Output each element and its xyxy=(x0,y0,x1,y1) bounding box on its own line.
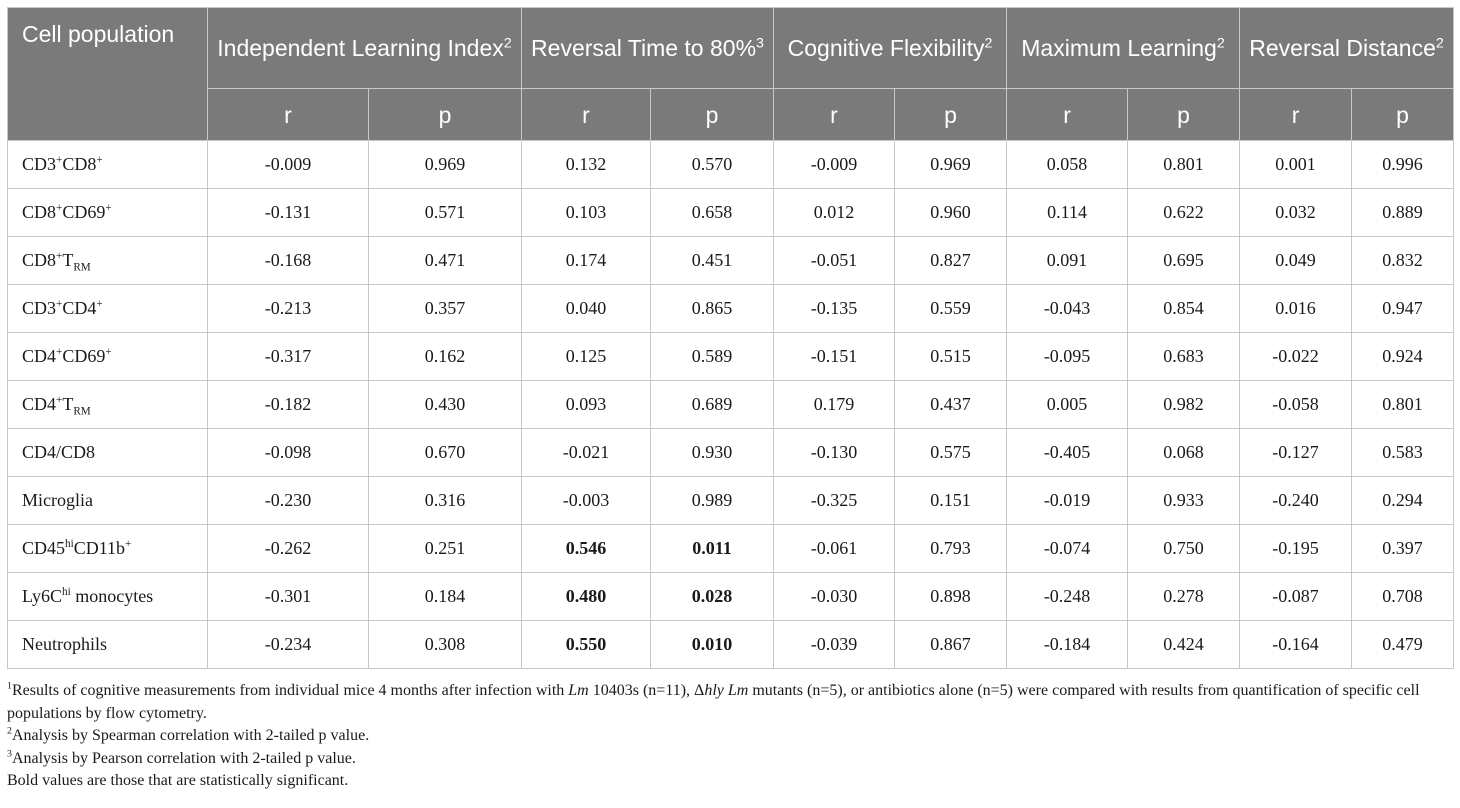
p-value-cell: 0.451 xyxy=(651,237,774,285)
text-segment: Bold values are those that are statistically significant. xyxy=(7,772,349,789)
header-r: r xyxy=(1240,89,1352,141)
text-segment: + xyxy=(96,154,103,166)
r-value-cell: -0.061 xyxy=(774,525,895,573)
cell-population-label xyxy=(8,285,208,333)
r-value-cell: 0.550 xyxy=(522,621,651,669)
cell-population-label xyxy=(8,237,208,285)
header-group: Reversal Distance$^2$ xyxy=(1240,8,1454,89)
header-row-stats xyxy=(8,89,1454,141)
r-value-cell: 0.005 xyxy=(1007,381,1128,429)
p-value-cell: 0.854 xyxy=(1128,285,1240,333)
p-value-cell: 0.658 xyxy=(651,189,774,237)
text-segment: T xyxy=(62,394,74,414)
p-value-cell: 0.570 xyxy=(651,141,774,189)
cell-population-label xyxy=(8,429,208,477)
p-value-cell: 0.793 xyxy=(895,525,1007,573)
p-value-cell: 0.750 xyxy=(1128,525,1240,573)
text-segment: CD8 xyxy=(22,250,57,270)
p-value-cell: 0.898 xyxy=(895,573,1007,621)
p-value-cell: 0.010 xyxy=(651,621,774,669)
header-p: p xyxy=(1128,89,1240,141)
r-value-cell: -0.184 xyxy=(1007,621,1128,669)
r-value-cell: -0.051 xyxy=(774,237,895,285)
text-segment: Results of cognitive measurements from individual mice 4 months after infection with xyxy=(11,682,569,699)
p-value-cell: 0.933 xyxy=(1128,477,1240,525)
r-value-cell: -0.213 xyxy=(208,285,369,333)
p-value-cell: 0.924 xyxy=(1352,333,1454,381)
table-row xyxy=(8,237,1454,285)
p-value-cell: 0.184 xyxy=(369,573,522,621)
header-row-groups xyxy=(8,8,1454,89)
text-segment: + xyxy=(96,298,103,310)
p-value-cell: 0.832 xyxy=(1352,237,1454,285)
cell-population-label xyxy=(8,621,208,669)
r-value-cell: -0.168 xyxy=(208,237,369,285)
r-value-cell: 0.546 xyxy=(522,525,651,573)
p-value-cell: 0.801 xyxy=(1352,381,1454,429)
footnote xyxy=(7,770,1453,793)
r-value-cell: 0.179 xyxy=(774,381,895,429)
text-segment: CD69 xyxy=(62,346,106,366)
table-row xyxy=(8,333,1454,381)
p-value-cell: 0.996 xyxy=(1352,141,1454,189)
p-value-cell: 0.068 xyxy=(1128,429,1240,477)
r-value-cell: 0.001 xyxy=(1240,141,1352,189)
text-segment: CD45 xyxy=(22,538,66,558)
p-value-cell: 0.437 xyxy=(895,381,1007,429)
footnote xyxy=(7,680,1453,725)
text-segment: + xyxy=(56,298,63,310)
header-group: Cognitive Flexibility$^2$ xyxy=(774,8,1007,89)
r-value-cell: 0.049 xyxy=(1240,237,1352,285)
p-value-cell: 0.622 xyxy=(1128,189,1240,237)
text-segment: CD8 xyxy=(62,154,97,174)
r-value-cell: -0.095 xyxy=(1007,333,1128,381)
text-segment: CD3 xyxy=(22,154,57,174)
p-value-cell: 0.278 xyxy=(1128,573,1240,621)
text-segment: Microglia xyxy=(22,490,93,510)
r-value-cell: 0.058 xyxy=(1007,141,1128,189)
p-value-cell: 0.867 xyxy=(895,621,1007,669)
r-value-cell: -0.135 xyxy=(774,285,895,333)
p-value-cell: 0.357 xyxy=(369,285,522,333)
p-value-cell: 0.583 xyxy=(1352,429,1454,477)
p-value-cell: 0.430 xyxy=(369,381,522,429)
r-value-cell: -0.022 xyxy=(1240,333,1352,381)
r-value-cell: 0.114 xyxy=(1007,189,1128,237)
table-row xyxy=(8,189,1454,237)
header-r: r xyxy=(208,89,369,141)
r-value-cell: 0.093 xyxy=(522,381,651,429)
p-value-cell: 0.801 xyxy=(1128,141,1240,189)
r-value-cell: -0.301 xyxy=(208,573,369,621)
text-segment: RM xyxy=(73,405,91,418)
p-value-cell: 0.028 xyxy=(651,573,774,621)
cell-population-label xyxy=(8,141,208,189)
table-row xyxy=(8,381,1454,429)
text-segment: + xyxy=(56,250,63,262)
p-value-cell: 0.515 xyxy=(895,333,1007,381)
text-segment: RM xyxy=(73,261,91,274)
r-value-cell: -0.074 xyxy=(1007,525,1128,573)
cell-population-label xyxy=(8,525,208,573)
text-segment: CD4/CD8 xyxy=(22,442,96,462)
r-value-cell: -0.009 xyxy=(208,141,369,189)
text-segment: + xyxy=(56,154,63,166)
cell-population-label xyxy=(8,333,208,381)
text-segment: + xyxy=(56,346,63,358)
r-value-cell: -0.087 xyxy=(1240,573,1352,621)
p-value-cell: 0.294 xyxy=(1352,477,1454,525)
r-value-cell: 0.125 xyxy=(522,333,651,381)
text-segment: Analysis by Spearman correlation with 2-tailed p value. xyxy=(11,727,370,744)
r-value-cell: 0.132 xyxy=(522,141,651,189)
r-value-cell: 0.032 xyxy=(1240,189,1352,237)
header-group: Independent Learning Index$^2$ xyxy=(208,8,522,89)
p-value-cell: 0.989 xyxy=(651,477,774,525)
cell-population-label xyxy=(8,573,208,621)
text-segment: T xyxy=(62,250,74,270)
r-value-cell: 0.103 xyxy=(522,189,651,237)
r-value-cell: -0.405 xyxy=(1007,429,1128,477)
r-value-cell: -0.003 xyxy=(522,477,651,525)
r-value-cell: -0.019 xyxy=(1007,477,1128,525)
header-p: p xyxy=(1352,89,1454,141)
text-segment: Lm xyxy=(568,682,589,699)
correlation-table xyxy=(7,7,1454,669)
p-value-cell: 0.695 xyxy=(1128,237,1240,285)
header-cell-population: Cell population xyxy=(8,8,208,141)
table-row xyxy=(8,573,1454,621)
p-value-cell: 0.575 xyxy=(895,429,1007,477)
r-value-cell: 0.091 xyxy=(1007,237,1128,285)
header-group: Reversal Time to 80%$^3$ xyxy=(522,8,774,89)
footnotes xyxy=(7,680,1453,793)
p-value-cell: 0.589 xyxy=(651,333,774,381)
p-value-cell: 0.559 xyxy=(895,285,1007,333)
p-value-cell: 0.011 xyxy=(651,525,774,573)
table-row xyxy=(8,285,1454,333)
text-segment: CD4 xyxy=(22,394,57,414)
footnote xyxy=(7,748,1453,771)
text-segment: CD3 xyxy=(22,298,57,318)
p-value-cell: 0.571 xyxy=(369,189,522,237)
r-value-cell: -0.262 xyxy=(208,525,369,573)
text-segment: mutants (n=5), or antibiotics alone (n=5) were compared with results from quantification of specific cell populations by flow cytometry. xyxy=(7,682,1420,722)
p-value-cell: 0.969 xyxy=(895,141,1007,189)
cell-population-label xyxy=(8,477,208,525)
r-value-cell: 0.480 xyxy=(522,573,651,621)
text-segment: CD4 xyxy=(62,298,97,318)
r-value-cell: -0.021 xyxy=(522,429,651,477)
header-p: p xyxy=(895,89,1007,141)
p-value-cell: 0.397 xyxy=(1352,525,1454,573)
header-r: r xyxy=(522,89,651,141)
text-segment: Ly6C xyxy=(22,586,63,606)
r-value-cell: 0.174 xyxy=(522,237,651,285)
text-segment: + xyxy=(105,346,112,358)
r-value-cell: 0.040 xyxy=(522,285,651,333)
text-segment: + xyxy=(125,538,132,550)
text-segment: + xyxy=(105,202,112,214)
text-segment: Neutrophils xyxy=(22,634,107,654)
r-value-cell: -0.130 xyxy=(774,429,895,477)
r-value-cell: -0.043 xyxy=(1007,285,1128,333)
r-value-cell: -0.325 xyxy=(774,477,895,525)
r-value-cell: -0.240 xyxy=(1240,477,1352,525)
p-value-cell: 0.947 xyxy=(1352,285,1454,333)
r-value-cell: -0.098 xyxy=(208,429,369,477)
r-value-cell: -0.317 xyxy=(208,333,369,381)
r-value-cell: -0.131 xyxy=(208,189,369,237)
cell-population-label xyxy=(8,189,208,237)
p-value-cell: 0.683 xyxy=(1128,333,1240,381)
p-value-cell: 0.865 xyxy=(651,285,774,333)
r-value-cell: -0.039 xyxy=(774,621,895,669)
header-r: r xyxy=(774,89,895,141)
text-segment: 2 xyxy=(7,725,12,737)
r-value-cell: -0.230 xyxy=(208,477,369,525)
text-segment: CD8 xyxy=(22,202,57,222)
text-segment: CD11b xyxy=(73,538,126,558)
text-segment: CD4 xyxy=(22,346,57,366)
p-value-cell: 0.308 xyxy=(369,621,522,669)
table-row xyxy=(8,477,1454,525)
header-r: r xyxy=(1007,89,1128,141)
p-value-cell: 0.960 xyxy=(895,189,1007,237)
r-value-cell: 0.012 xyxy=(774,189,895,237)
r-value-cell: -0.058 xyxy=(1240,381,1352,429)
r-value-cell: -0.009 xyxy=(774,141,895,189)
text-segment: hi xyxy=(65,538,74,550)
text-segment: hly Lm xyxy=(704,682,749,699)
p-value-cell: 0.708 xyxy=(1352,573,1454,621)
r-value-cell: -0.030 xyxy=(774,573,895,621)
p-value-cell: 0.424 xyxy=(1128,621,1240,669)
r-value-cell: -0.151 xyxy=(774,333,895,381)
text-segment: 1 xyxy=(7,680,12,692)
header-group: Maximum Learning$^2$ xyxy=(1007,8,1240,89)
header-p: p xyxy=(651,89,774,141)
p-value-cell: 0.162 xyxy=(369,333,522,381)
p-value-cell: 0.151 xyxy=(895,477,1007,525)
p-value-cell: 0.471 xyxy=(369,237,522,285)
r-value-cell: 0.016 xyxy=(1240,285,1352,333)
p-value-cell: 0.889 xyxy=(1352,189,1454,237)
text-segment: hi xyxy=(62,586,71,598)
table-row xyxy=(8,141,1454,189)
text-segment: + xyxy=(56,202,63,214)
p-value-cell: 0.982 xyxy=(1128,381,1240,429)
text-segment: monocytes xyxy=(70,586,154,606)
p-value-cell: 0.670 xyxy=(369,429,522,477)
r-value-cell: -0.195 xyxy=(1240,525,1352,573)
r-value-cell: -0.234 xyxy=(208,621,369,669)
text-segment: Analysis by Pearson correlation with 2-tailed p value. xyxy=(11,749,356,767)
r-value-cell: -0.164 xyxy=(1240,621,1352,669)
table-row xyxy=(8,621,1454,669)
p-value-cell: 0.316 xyxy=(369,477,522,525)
table-body xyxy=(8,141,1454,669)
footnote xyxy=(7,725,1453,748)
text-segment: 10403s (n=11), Δ xyxy=(588,682,705,699)
p-value-cell: 0.969 xyxy=(369,141,522,189)
p-value-cell: 0.689 xyxy=(651,381,774,429)
r-value-cell: -0.182 xyxy=(208,381,369,429)
p-value-cell: 0.479 xyxy=(1352,621,1454,669)
p-value-cell: 0.251 xyxy=(369,525,522,573)
p-value-cell: 0.827 xyxy=(895,237,1007,285)
table-row xyxy=(8,525,1454,573)
cell-population-label xyxy=(8,381,208,429)
r-value-cell: -0.127 xyxy=(1240,429,1352,477)
header-p: p xyxy=(369,89,522,141)
text-segment: CD69 xyxy=(62,202,106,222)
r-value-cell: -0.248 xyxy=(1007,573,1128,621)
text-segment: 3 xyxy=(7,748,12,760)
p-value-cell: 0.930 xyxy=(651,429,774,477)
text-segment: + xyxy=(56,394,63,406)
table-row xyxy=(8,429,1454,477)
